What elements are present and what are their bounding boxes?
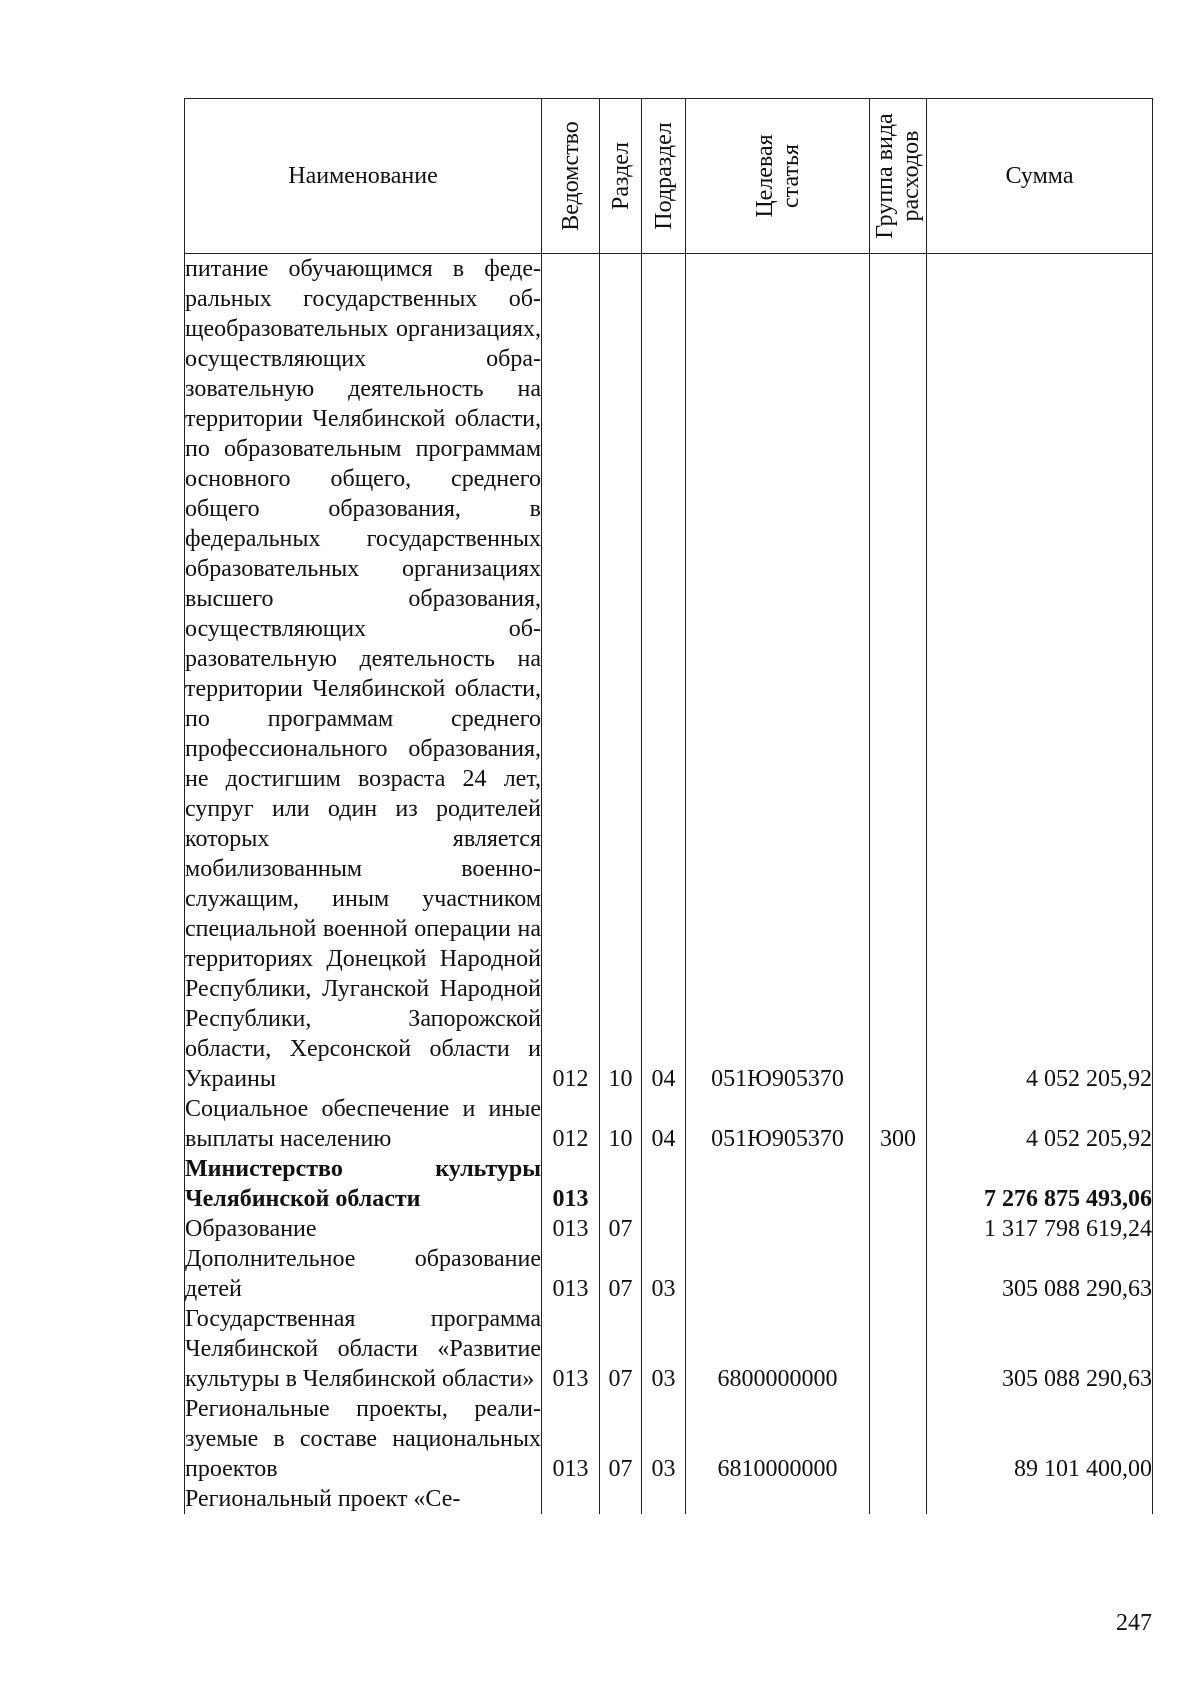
header-razdel-label: Раздел <box>607 142 634 210</box>
row-summa: 1 317 798 619,24 <box>927 1214 1153 1244</box>
row-name: Образование <box>185 1214 542 1244</box>
row-gruppa <box>870 1154 927 1214</box>
row-gruppa <box>870 1484 927 1514</box>
row-celevaya-statya: 051Ю905370 <box>686 254 870 1095</box>
table-row <box>185 1484 1153 1514</box>
row-celevaya-statya <box>686 1484 870 1514</box>
row-gruppa <box>870 1304 927 1394</box>
row-vedomstvo: 012 <box>542 254 600 1095</box>
header-gruppa-line2: расходов <box>898 130 924 222</box>
row-celevaya-statya: 6810000000 <box>686 1394 870 1484</box>
row-podrazdel <box>642 1154 686 1214</box>
row-podrazdel <box>642 1484 686 1514</box>
table-row <box>185 1304 1153 1394</box>
row-razdel: 07 <box>600 1244 642 1304</box>
row-podrazdel: 03 <box>642 1244 686 1304</box>
row-razdel <box>600 1484 642 1514</box>
table-row <box>185 1094 1153 1154</box>
header-celevaya-line2: статья <box>777 144 804 208</box>
page-number: 247 <box>1116 1610 1152 1636</box>
row-name: Социальное обеспечение и иные выплаты населению <box>185 1096 541 1152</box>
row-vedomstvo: 013 <box>542 1394 600 1484</box>
row-vedomstvo: 013 <box>542 1304 600 1394</box>
row-razdel: 10 <box>600 254 642 1095</box>
row-gruppa: 300 <box>870 1094 927 1154</box>
row-summa <box>927 1484 1153 1514</box>
header-gruppa-label <box>872 113 924 238</box>
header-gruppa-line1: Группа вида <box>872 113 898 239</box>
row-summa: 4 052 205,92 <box>927 1094 1153 1154</box>
row-summa: 7 276 875 493,06 <box>927 1154 1153 1214</box>
header-celevaya-statya <box>686 99 870 254</box>
row-razdel: 07 <box>600 1394 642 1484</box>
budget-table <box>184 98 1153 1514</box>
table-row <box>185 254 1153 1095</box>
header-summa: Сумма <box>927 99 1153 254</box>
row-gruppa <box>870 1244 927 1304</box>
row-razdel: 07 <box>600 1214 642 1244</box>
table-row <box>185 1214 1153 1244</box>
row-celevaya-statya <box>686 1244 870 1304</box>
table-row <box>185 1394 1153 1484</box>
row-name: Региональный проект «Се- <box>185 1484 542 1514</box>
row-podrazdel: 03 <box>642 1304 686 1394</box>
header-vedomstvo <box>542 99 600 254</box>
header-name: Наименование <box>185 99 542 254</box>
row-vedomstvo: 013 <box>542 1244 600 1304</box>
row-name: Дополнительное образование детей <box>185 1246 541 1302</box>
table-header-row <box>185 99 1153 254</box>
row-summa: 305 088 290,63 <box>927 1304 1153 1394</box>
row-podrazdel <box>642 1214 686 1244</box>
row-razdel <box>600 1154 642 1214</box>
header-podrazdel-label: Подраздел <box>650 122 677 230</box>
row-summa: 305 088 290,63 <box>927 1244 1153 1304</box>
header-podrazdel <box>642 99 686 254</box>
row-podrazdel: 04 <box>642 1094 686 1154</box>
table-row <box>185 1244 1153 1304</box>
row-podrazdel: 03 <box>642 1394 686 1484</box>
row-celevaya-statya: 6800000000 <box>686 1304 870 1394</box>
header-vedomstvo-label: Ведомство <box>557 121 584 231</box>
table-body <box>185 254 1153 1515</box>
row-razdel: 10 <box>600 1094 642 1154</box>
row-gruppa <box>870 1394 927 1484</box>
row-celevaya-statya <box>686 1154 870 1214</box>
row-summa: 89 101 400,00 <box>927 1394 1153 1484</box>
row-gruppa <box>870 1214 927 1244</box>
row-celevaya-statya <box>686 1214 870 1244</box>
row-vedomstvo: 013 <box>542 1154 600 1214</box>
row-vedomstvo: 013 <box>542 1214 600 1244</box>
row-name: Региональные проекты, реализуемые в составе национальных проектов <box>185 1396 541 1482</box>
row-gruppa <box>870 254 927 1095</box>
header-razdel <box>600 99 642 254</box>
row-vedomstvo: 012 <box>542 1094 600 1154</box>
row-vedomstvo <box>542 1484 600 1514</box>
row-name: Министерство культуры Челябинской области <box>185 1156 541 1212</box>
row-celevaya-statya: 051Ю905370 <box>686 1094 870 1154</box>
header-celevaya-label <box>752 134 804 217</box>
row-razdel: 07 <box>600 1304 642 1394</box>
row-name: питание обучающимся в федеральных государственных общеобразовательных организациях, осуществляющих образовательную деятельность на территории Челябинской области, по образовательным программам основного общего, среднего общего образования, в федеральных государственных образовательных организациях высшего образования, осуществляющих образовательную деятельность на территории Челябинской области, по программам среднего профессионального образования, не достигшим возраста 24 лет, супруг или один из родителей которых является мобилизованным военнослужащим, иным участником специальной военной операции на территориях Донецкой Народной Республики, Луганской Народной Республики, Запорожской области, Херсонской области и Украины <box>185 254 542 1095</box>
table-row <box>185 1154 1153 1214</box>
row-podrazdel: 04 <box>642 254 686 1095</box>
header-celevaya-line1: Целевая <box>751 134 778 218</box>
row-summa: 4 052 205,92 <box>927 254 1153 1095</box>
row-name: Государственная программа Челябинской области «Развитие культуры в Челябинской области» <box>185 1306 541 1392</box>
header-gruppa-vida-rashodov <box>870 99 927 254</box>
